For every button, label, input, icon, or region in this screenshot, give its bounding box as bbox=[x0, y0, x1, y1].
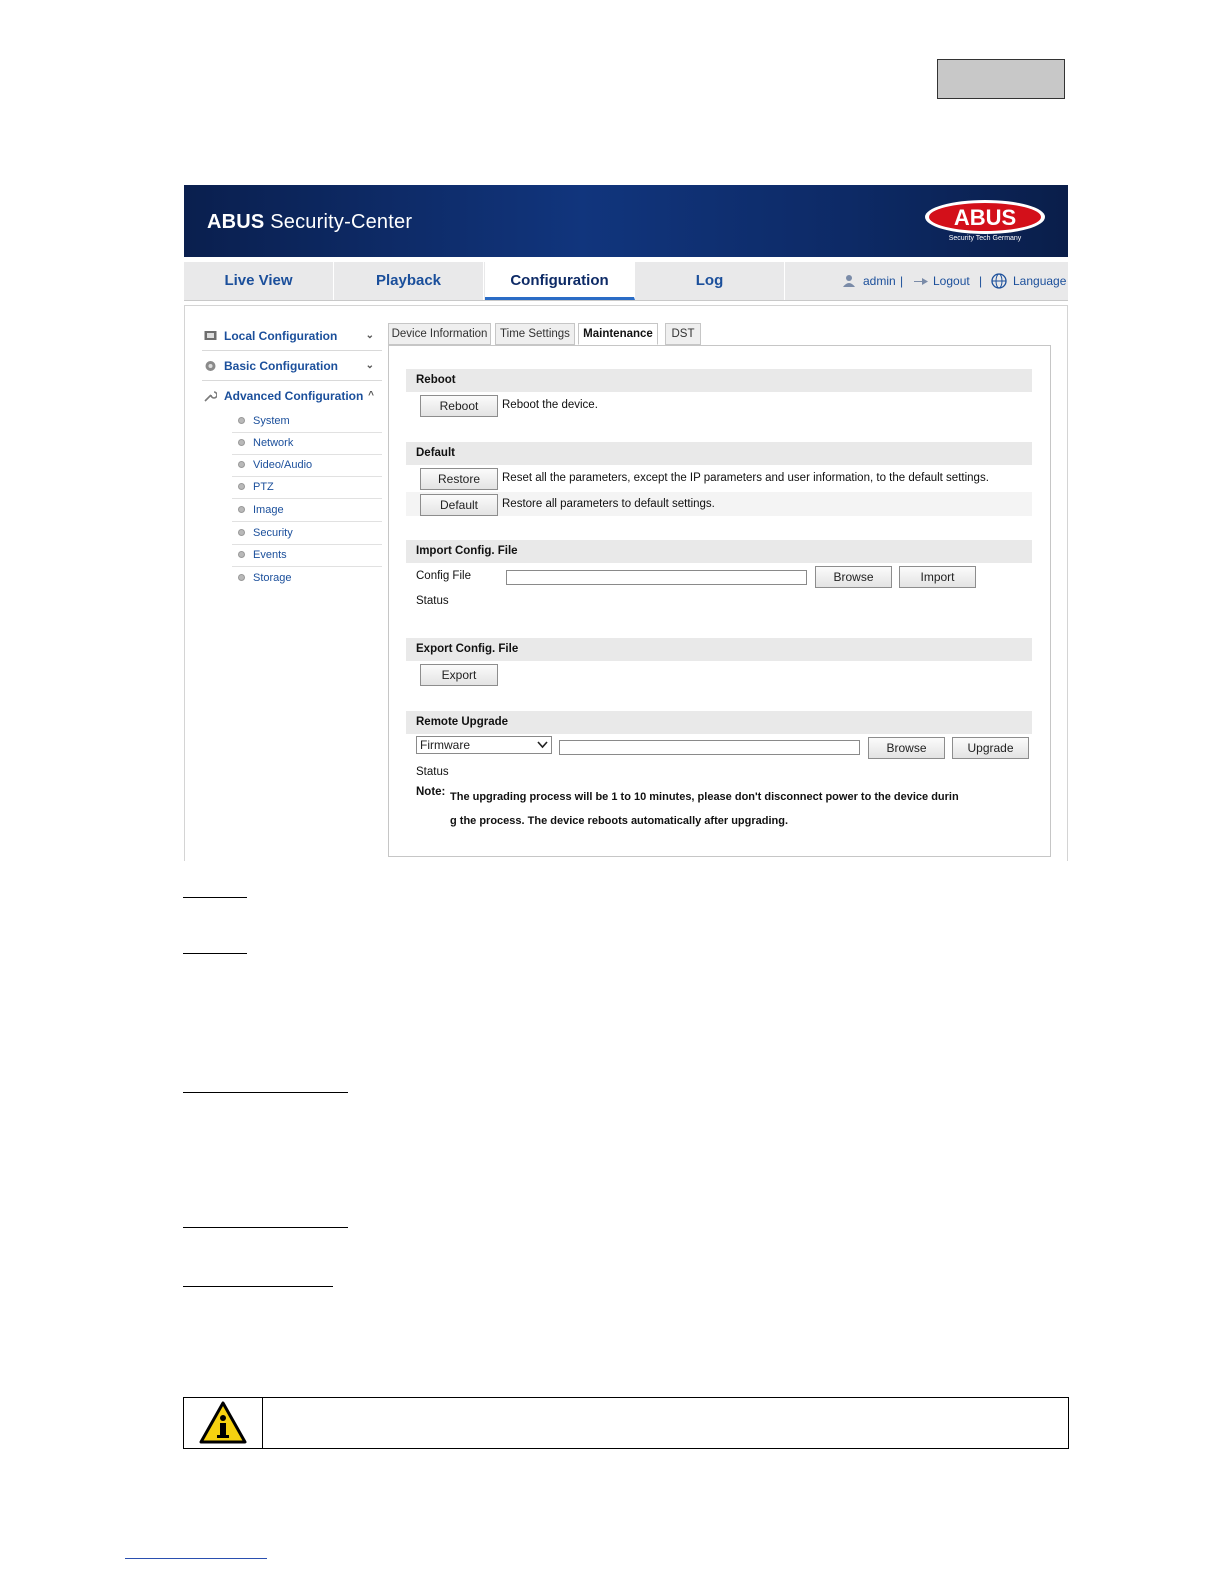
config-file-label: Config File bbox=[416, 570, 471, 582]
note-line-2: g the process. The device reboots automatically after upgrading. bbox=[450, 815, 789, 827]
chevron-up-icon: ^ bbox=[368, 390, 374, 401]
chevron-down-icon bbox=[537, 741, 548, 749]
chevron-down-icon: ⌄ bbox=[365, 330, 374, 341]
maintenance-content bbox=[388, 345, 1051, 857]
abus-logo bbox=[923, 198, 1047, 236]
basic-config-icon bbox=[204, 360, 217, 372]
separator: | bbox=[979, 274, 983, 288]
note-line-1: The upgrading process will be 1 to 10 minutes, please don't disconnect power to the device durin bbox=[450, 791, 959, 803]
app-banner bbox=[184, 185, 1068, 257]
user-name-link[interactable]: admin bbox=[863, 274, 896, 288]
sidebar-item-system[interactable]: System bbox=[232, 410, 382, 433]
sidebar-item-security[interactable]: Security bbox=[232, 522, 382, 545]
default-description: Restore all parameters to default settings. bbox=[502, 498, 715, 510]
import-browse-button[interactable]: Browse bbox=[815, 566, 892, 588]
default-row bbox=[406, 492, 1032, 516]
globe-icon bbox=[991, 273, 1007, 289]
separator: | bbox=[900, 274, 904, 288]
warning-info-icon bbox=[198, 1400, 248, 1445]
section-reboot: Reboot bbox=[406, 369, 1032, 392]
chevron-down-icon: ⌄ bbox=[365, 360, 374, 371]
notice-divider bbox=[262, 1397, 263, 1449]
logo-tagline: Security Tech Germany bbox=[948, 235, 1022, 242]
heading-underline bbox=[183, 1092, 348, 1093]
section-import-config: Import Config. File bbox=[406, 540, 1032, 563]
menu-basic-configuration[interactable]: Basic Configuration ⌄ bbox=[202, 352, 382, 381]
tab-dst[interactable]: DST bbox=[665, 323, 701, 345]
section-default: Default bbox=[406, 442, 1032, 465]
sidebar-item-image[interactable]: Image bbox=[232, 499, 382, 522]
svg-text:ABUS: ABUS bbox=[953, 205, 1017, 230]
default-button[interactable]: Default bbox=[420, 494, 498, 516]
config-file-input[interactable] bbox=[506, 570, 807, 585]
restore-button[interactable]: Restore bbox=[420, 468, 498, 490]
menu-local-configuration[interactable]: Local Configuration ⌄ bbox=[202, 322, 382, 351]
section-export-config: Export Config. File bbox=[406, 638, 1032, 661]
wrench-icon bbox=[204, 390, 217, 402]
heading-underline bbox=[183, 1286, 333, 1287]
export-button[interactable]: Export bbox=[420, 664, 498, 686]
top-navigation bbox=[184, 262, 1068, 301]
language-link[interactable]: Language bbox=[1013, 274, 1067, 288]
import-button[interactable]: Import bbox=[899, 566, 976, 588]
tab-configuration[interactable]: Configuration bbox=[485, 262, 635, 300]
page-number-box bbox=[937, 59, 1065, 99]
restore-description: Reset all the parameters, except the IP parameters and user information, to the default settings. bbox=[502, 472, 989, 484]
note-label: Note: bbox=[416, 786, 446, 798]
tab-log[interactable]: Log bbox=[635, 262, 785, 300]
notice-box bbox=[183, 1397, 1069, 1449]
tab-time-settings[interactable]: Time Settings bbox=[495, 323, 575, 345]
local-config-icon bbox=[204, 330, 217, 342]
reboot-button[interactable]: Reboot bbox=[420, 395, 498, 417]
firmware-file-input[interactable] bbox=[559, 740, 860, 755]
heading-underline bbox=[183, 953, 247, 954]
upgrade-status-label: Status bbox=[416, 766, 449, 778]
section-remote-upgrade: Remote Upgrade bbox=[406, 711, 1032, 734]
screenshot-frame bbox=[184, 185, 1068, 861]
logout-link[interactable]: Logout bbox=[933, 274, 970, 288]
heading-underline bbox=[183, 897, 247, 898]
logout-icon bbox=[913, 276, 929, 287]
tab-device-information[interactable]: Device Information bbox=[388, 323, 491, 345]
upgrade-button[interactable]: Upgrade bbox=[952, 737, 1029, 759]
tab-playback[interactable]: Playback bbox=[334, 262, 484, 300]
sidebar-item-video-audio[interactable]: Video/Audio bbox=[232, 454, 382, 477]
sidebar-item-network[interactable]: Network bbox=[232, 432, 382, 455]
sidebar-item-events[interactable]: Events bbox=[232, 544, 382, 567]
sidebar-item-ptz[interactable]: PTZ bbox=[232, 476, 382, 499]
tab-maintenance[interactable]: Maintenance bbox=[578, 323, 658, 345]
upgrade-browse-button[interactable]: Browse bbox=[868, 737, 945, 759]
heading-underline bbox=[183, 1227, 348, 1228]
sidebar-item-storage[interactable]: Storage bbox=[232, 567, 382, 589]
footer-link-underline bbox=[125, 1558, 267, 1559]
import-status-label: Status bbox=[416, 595, 449, 607]
tab-live-view[interactable]: Live View bbox=[184, 262, 334, 300]
app-title: ABUS Security-Center bbox=[207, 211, 413, 233]
user-icon bbox=[842, 274, 856, 288]
reboot-description: Reboot the device. bbox=[502, 399, 598, 411]
menu-advanced-configuration[interactable]: Advanced Configuration ^ bbox=[202, 382, 382, 410]
upgrade-type-select[interactable]: Firmware bbox=[416, 736, 552, 754]
